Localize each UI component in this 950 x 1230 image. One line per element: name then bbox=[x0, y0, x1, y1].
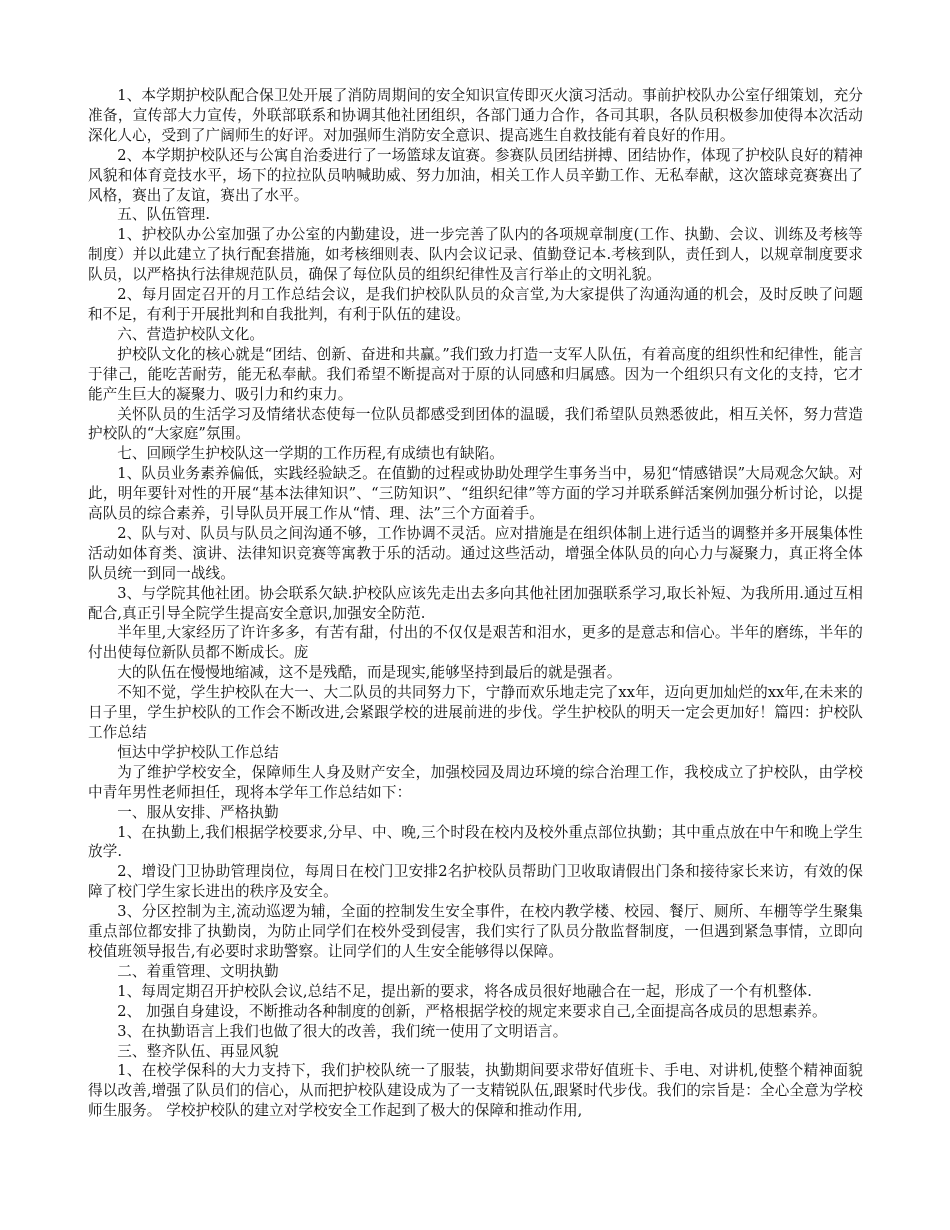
paragraph: 关怀队员的生活学习及情绪状态使每一位队员都感受到团体的温暖，我们希望队员熟悉彼此，相互关怀，努力营造护校队的“大家庭”氛围。 bbox=[88, 405, 863, 443]
section-heading: 五、队伍管理. bbox=[117, 206, 211, 224]
paragraph: 不知不觉，学生护校队在大一、大二队员的共同努力下，宁静而欢乐地走完了xx年，迈向更加灿烂的xx年,在未来的日子里，学生护校队的工作会不断改进,会紧跟学校的进展前进的步伐。学生护校队的明天一定会更加好！篇四：护校队工作总结 bbox=[88, 684, 863, 741]
paragraph: 1、本学期护校队配合保卫处开展了消防周期间的安全知识宣传即灭火演习活动。事前护校队办公室仔细策划，充分准备，宣传部大力宣传，外联部联系和协调其他社团组织，各部门通力合作，各司其职，各队员积极参加使得本次活动深化人心，受到了广阔师生的好评。对加强师生消防安全意识、提高逃生自救技能有着良好的作用。 bbox=[88, 87, 863, 144]
section-heading: 二、着重管理、文明执勤 bbox=[117, 962, 279, 980]
paragraph: 为了维护学校安全，保障师生人身及财产安全，加强校园及周边环境的综合治理工作，我校成立了护校队，由学校中青年男性老师担任，现将本学年工作总结如下： bbox=[88, 763, 863, 801]
paragraph: 1、护校队办公室加强了办公室的内勤建设，进一步完善了队内的各项规章制度(工作、执勤、会议、训练及考核等制度）并以此建立了执行配套措施，如考核细则表、队内会议记录、值勤登记本.考核到队，责任到人，以规章制度要求队员，以严格执行法律规范队员，确保了每位队员的组织纪律性及言行举止的文明礼貌。 bbox=[88, 226, 863, 284]
section-heading: 一、服从安排、严格执勤 bbox=[117, 803, 279, 821]
paragraph: 3、在执勤语言上我们也做了很大的改善，我们统一使用了文明语言。 bbox=[117, 1022, 568, 1040]
paragraph: 2、增设门卫协助管理岗位，每周日在校门卫安排2名护校队员帮助门卫收取请假出门条和接待家长来访，有效的保障了校门学生家长进出的秩序及安全。 bbox=[88, 863, 863, 901]
paragraph: 大的队伍在慢慢地缩减，这不是残酷，而是现实,能够坚持到最后的就是强者。 bbox=[117, 664, 622, 682]
section-heading: 六、营造护校队文化。 bbox=[117, 325, 265, 343]
paragraph: 1、队员业务素养偏低，实践经验缺乏。在值勤的过程或协助处理学生事务当中，易犯“情感错误”大局观念欠缺。对此，明年要针对性的开展“基本法律知识”、“三防知识”、“组织纪律”等方面的学习并联系鲜活案例加强分析讨论，以提高队员的综合素养，引导队员开展工作从“情、理、法”三个方面着手。 bbox=[88, 465, 863, 523]
paragraph: 1、在校学保科的大力支持下，我们护校队统一了服装，执勤期间要求带好值班卡、手电、对讲机,使整个精神面貌得以改善,增强了队员们的信心，从而把护校队建设成为了一支精锐队伍,跟紧时代步伐。我们的宗旨是：全心全意为学校师生服务。 学校护校队的建立对学校安全工作起到了极大的保障和推动作用, bbox=[88, 1062, 863, 1120]
paragraph: 3、与学院其他社团。协会联系欠缺.护校队应该先走出去多向其他社团加强联系学习,取长补短、为我所用.通过互相配合,真正引导全院学生提高安全意识,加强安全防范. bbox=[88, 584, 863, 622]
document-page bbox=[88, 86, 863, 1121]
paragraph: 1、在执勤上,我们根据学校要求,分早、中、晚,三个时段在校内及校外重点部位执勤；其中重点放在中午和晚上学生放学. bbox=[88, 823, 863, 861]
paragraph: 护校队文化的核心就是“团结、创新、奋进和共赢。”我们致力打造一支军人队伍，有着高度的组织性和纪律性，能言于律己，能吃苦耐劳，能无私奉献。我们希望不断提高对于原的认同感和归属感。因为一个组织只有文化的支持，它才能产生巨大的凝聚力、吸引力和约束力。 bbox=[88, 345, 863, 403]
document-title: 恒达中学护校队工作总结 bbox=[117, 743, 279, 761]
paragraph: 半年里,大家经历了许许多多，有苦有甜，付出的不仅仅是艰苦和泪水，更多的是意志和信心。半年的磨练，半年的付出使每位新队员都不断成长。庞 bbox=[88, 624, 863, 662]
paragraph: 2、 加强自身建设，不断推动各种制度的创新，严格根据学校的规定来要求自己,全面提高各成员的思想素养。 bbox=[117, 1002, 827, 1020]
section-heading: 三、整齐队伍、再显风貌 bbox=[117, 1042, 279, 1060]
paragraph: 1、每周定期召开护校队会议,总结不足，提出新的要求，将各成员很好地融合在一起，形成了一个有机整体. bbox=[117, 982, 812, 1000]
paragraph: 3、分区控制为主,流动巡逻为辅，全面的控制发生安全事件，在校内教学楼、校园、餐厅、厕所、车棚等学生聚集重点部位都安排了执勤岗，为防止同学们在校外受到侵害，我们实行了队员分散监督制度，一但遇到紧急事情，立即向校值班领导报告,有必要时求助警察。让同学们的人生安全能够得以保障。 bbox=[88, 903, 863, 960]
paragraph: 2、队与对、队员与队员之间沟通不够，工作协调不灵活。应对措施是在组织体制上进行适当的调整并多开展集体性活动如体育类、演讲、法律知识竞赛等寓教于乐的活动。通过这些活动，增强全体队员的向心力与凝聚力，真正将全体队员统一到同一战线。 bbox=[88, 524, 863, 582]
paragraph: 2、每月固定召开的月工作总结会议，是我们护校队队员的众言堂,为大家提供了沟通沟通的机会，及时反映了问题和不足，有利于开展批判和自我批判，有利于队伍的建设。 bbox=[88, 286, 863, 323]
paragraph: 2、本学期护校队还与公寓自治委进行了一场篮球友谊赛。参赛队员团结拼搏、团结协作，体现了护校队良好的精神风貌和体育竞技水平，场下的拉拉队员呐喊助威、努力加油，相关工作人员辛勤工作、无私奉献，这次篮球竞赛赛出了风格，赛出了友谊，赛出了水平。 bbox=[88, 146, 863, 204]
section-heading: 七、回顾学生护校队这一学期的工作历程,有成绩也有缺陷。 bbox=[117, 445, 504, 463]
